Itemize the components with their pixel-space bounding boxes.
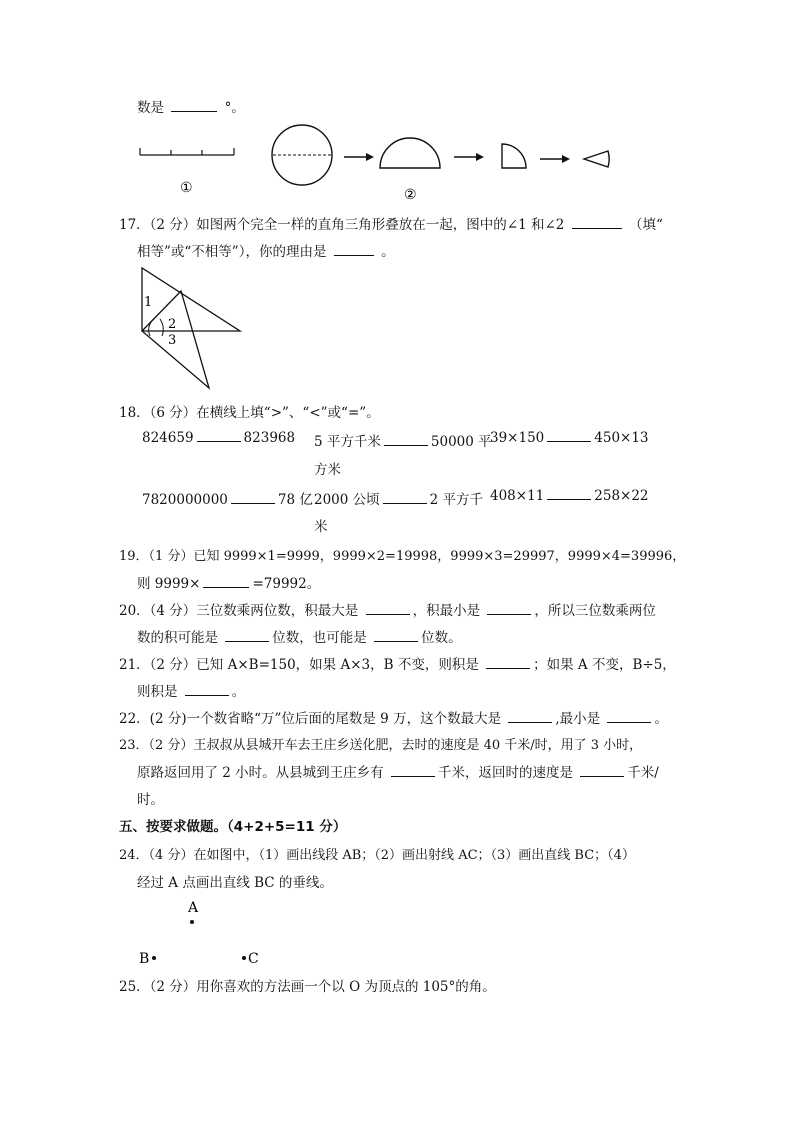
q18-title: 18．（6 分）在横线上填“>”、“<”或“=”。 — [119, 405, 380, 421]
q21-answer-blank-2[interactable] — [185, 684, 229, 696]
q21-text-1: 21．（2 分）已知 A×B=150，如果 A×3，B 不变，则积是 — [119, 657, 479, 673]
q18-r2c-right: 258×22 — [594, 488, 649, 504]
label-2: ② — [404, 187, 417, 202]
q20-text-5: 位数，也可能是 — [272, 630, 367, 646]
angle-2-label: 2 — [168, 317, 177, 332]
q18-r2a-right: 78 亿 — [277, 492, 313, 508]
q17-triangles-figure — [136, 264, 246, 392]
q20-answer-blank-2[interactable] — [487, 603, 531, 615]
q19-line1: 19．（1 分）已知 9999×1=9999，9999×2=19998，9999×3=29997，9999×4=39996， — [119, 549, 686, 564]
q18-r2a-left: 7820000000 — [142, 492, 228, 508]
sector-shape — [584, 151, 609, 167]
arrow-icon — [540, 155, 570, 163]
q18-row1-b-wrap: 方米 — [314, 462, 341, 478]
q16-tail-prefix: 数是 — [137, 100, 164, 116]
q23-answer-blank-2[interactable] — [580, 765, 624, 777]
q20-text-2: ，积最小是 — [412, 603, 481, 619]
q16-answer-blank[interactable] — [171, 100, 217, 112]
point-c-label: C — [248, 951, 259, 967]
angle-1-label: 1 — [144, 295, 153, 310]
q22-text-2: ,最小是 — [555, 711, 601, 727]
q18-row2-b-wrap: 米 — [314, 519, 328, 535]
q20-line2 — [137, 626, 462, 646]
q20-answer-blank-4[interactable] — [374, 630, 418, 642]
q24-line1: 24．（4 分）在如图中，（1）画出线段 AB；（2）画出射线 AC；（3）画出直线 BC；（4） — [119, 848, 635, 863]
q23-answer-blank-1[interactable] — [391, 765, 435, 777]
q18-row2-c — [490, 488, 649, 504]
q22-text-3: 。 — [654, 711, 668, 727]
q18-r2a-blank[interactable] — [231, 492, 275, 504]
q19-answer-blank[interactable] — [203, 576, 249, 588]
q18-row2-b — [314, 488, 483, 508]
q18-r1b-right: 50000 平 — [430, 434, 492, 450]
q21-line1 — [119, 653, 676, 673]
q24-text-2: 经过 A 点画出直线 BC 的垂线。 — [137, 875, 333, 891]
q22-answer-blank-1[interactable] — [508, 711, 552, 723]
q18-r1a-blank[interactable] — [197, 430, 241, 442]
arrow-icon — [454, 153, 484, 161]
quarter-circle-shape — [502, 144, 526, 168]
q21-text-2: ；如果 A 不变，B÷5， — [533, 657, 676, 673]
q19-text-1: 则 9999× — [137, 576, 201, 592]
q23-line3: 时。 — [137, 792, 164, 808]
q22-answer-blank-2[interactable] — [607, 711, 651, 723]
q16-tail — [137, 96, 245, 116]
q19-line2 — [137, 572, 320, 592]
q22-line — [119, 707, 668, 727]
q18-r2c-blank[interactable] — [547, 488, 591, 500]
q16-tail-suffix: °。 — [224, 100, 245, 116]
q17-line2 — [137, 240, 395, 260]
q24-line2 — [137, 871, 333, 891]
ruler-figure — [140, 148, 234, 155]
q23-text-3: 千米/ — [627, 765, 659, 781]
q18-r1b-blank[interactable] — [384, 434, 428, 446]
q18-row1-a — [142, 430, 295, 446]
q18-r1a-left: 824659 — [142, 430, 194, 446]
q18-r1c-blank[interactable] — [547, 430, 591, 442]
point-b-label: B — [139, 951, 150, 967]
q16-figure — [136, 122, 616, 202]
q20-answer-blank-1[interactable] — [366, 603, 410, 615]
arrow-icon — [344, 153, 374, 161]
q20-line1 — [119, 599, 656, 619]
q20-answer-blank-3[interactable] — [225, 630, 269, 642]
q17-text-4: 。 — [381, 244, 395, 260]
q21-text-4: 。 — [231, 684, 246, 700]
q18-r2b-left: 2000 公顷 — [314, 492, 380, 508]
section-5-title: 五、按要求做题。（4+2+5=11 分） — [119, 819, 347, 835]
q18-r1b-left: 5 平方千米 — [314, 434, 381, 450]
q17-text-3: 相等”或“不相等”），你的理由是 — [137, 244, 327, 260]
q23-line2 — [137, 761, 659, 781]
q18-r1c-right: 450×13 — [594, 430, 649, 446]
q18-row1-b — [314, 430, 492, 450]
q18-r2b-blank[interactable] — [383, 492, 427, 504]
q18-row1-c — [490, 430, 649, 446]
triangle-1 — [142, 268, 240, 331]
q24-points-figure — [136, 896, 266, 968]
angle-3-label: 3 — [168, 333, 177, 348]
q25-line: 25．（2 分）用你喜欢的方法画一个以 O 为顶点的 105°的角。 — [119, 979, 496, 995]
q17-text-1: 17．（2 分）如图两个完全一样的直角三角形叠放在一起，图中的∠1 和∠2 — [119, 217, 565, 233]
q23-line1: 23．（2 分）王叔叔从县城开车去王庄乡送化肥，去时的速度是 40 千米/时，用了 3 小时， — [119, 738, 643, 753]
point-a-label: A — [188, 900, 199, 916]
label-1: ① — [180, 180, 193, 196]
q18-r1a-right: 823968 — [243, 430, 296, 446]
q20-text-6: 位数。 — [421, 630, 462, 646]
q23-text-2: 千米，返回时的速度是 — [437, 765, 573, 781]
q20-text-1: 20．（4 分）三位数乘两位数，积最大是 — [119, 603, 359, 619]
q21-answer-blank-1[interactable] — [486, 657, 530, 669]
q18-r2b-right: 2 平方千 — [429, 492, 484, 508]
q18-r1c-left: 39×150 — [490, 430, 545, 446]
q20-text-4: 数的积可能是 — [137, 630, 218, 646]
q18-r2c-left: 408×11 — [490, 488, 545, 504]
q17-line1 — [119, 213, 663, 233]
q18-row2-a — [142, 488, 313, 508]
point-c-dot — [242, 956, 246, 960]
q17-text-2: （填“ — [629, 217, 663, 233]
q21-line2 — [137, 680, 245, 700]
q22-text-1: 22．(2 分)一个数省略“万”位后面的尾数是 9 万，这个数最大是 — [119, 711, 502, 727]
semicircle-shape — [380, 138, 440, 168]
q19-text-2: =79992。 — [252, 576, 321, 592]
q17-answer-blank-1[interactable] — [572, 217, 622, 229]
q21-text-3: 则积是 — [137, 684, 178, 700]
point-a-dot — [190, 920, 194, 924]
q23-text-1: 原路返回用了 2 小时。从县城到王庄乡有 — [137, 765, 384, 781]
point-b-dot — [152, 956, 156, 960]
q20-text-3: ，所以三位数乘两位 — [534, 603, 656, 619]
q17-answer-blank-2[interactable] — [334, 244, 374, 256]
